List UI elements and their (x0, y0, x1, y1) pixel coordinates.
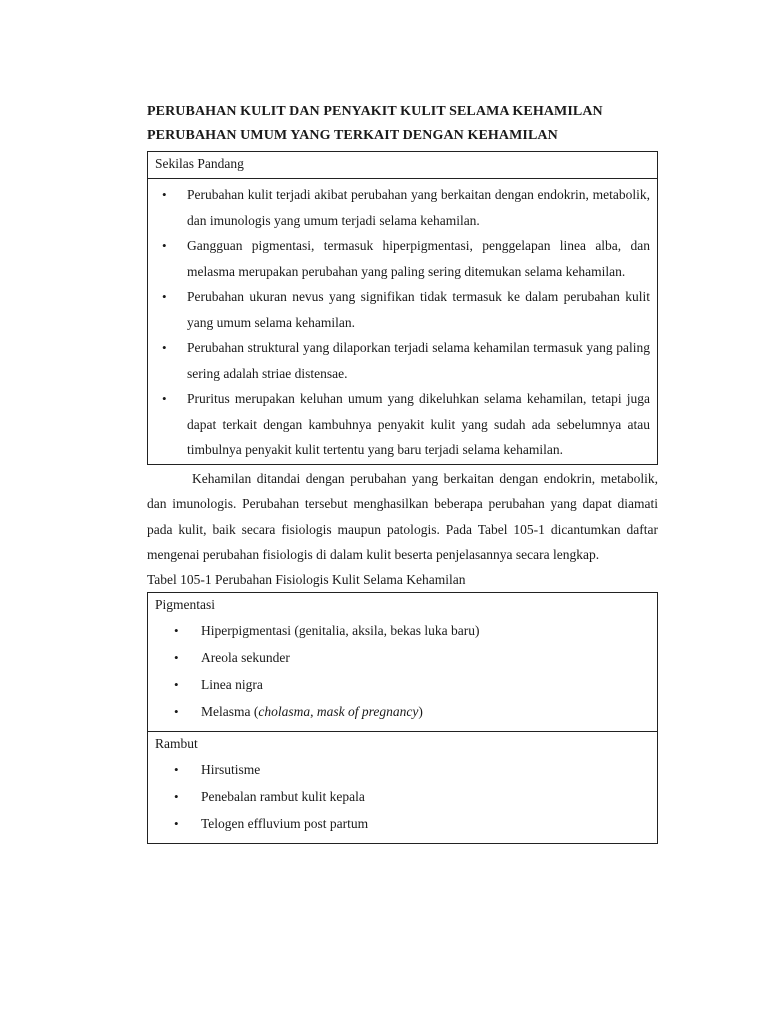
bullet-icon: • (162, 238, 167, 253)
bullet-icon: • (174, 676, 179, 692)
list-item: • Perubahan ukuran nevus yang signifikan tidak termasuk ke dalam perubahan kulit yang umum selama kehamilan. (162, 284, 650, 335)
list-item: • Pruritus merupakan keluhan umum yang dikeluhkan selama kehamilan, tetapi juga dapat terkait dengan kambuhnya penyakit kulit yang sudah ada sebelumnya atau timbulnya penyakit kulit tertentu yang baru terjadi selama kehamilan. (162, 386, 650, 463)
list-item: • Hirsutisme (174, 756, 657, 783)
table-section-rambut (148, 732, 657, 843)
table-caption: Tabel 105-1 Perubahan Fisiologis Kulit Selama Kehamilan (147, 571, 466, 587)
bullet-icon: • (174, 622, 179, 638)
bullet-icon: • (174, 815, 179, 831)
list-item: • Linea nigra (174, 671, 657, 698)
document-page (147, 100, 658, 844)
document-title: PERUBAHAN KULIT DAN PENYAKIT KULIT SELAMA KEHAMILAN (147, 104, 603, 119)
list-item: • Gangguan pigmentasi, termasuk hiperpigmentasi, penggelapan linea alba, dan melasma merupakan perubahan yang paling sering ditemukan selama kehamilan. (162, 233, 650, 284)
table-105-1 (147, 592, 658, 844)
bullet-icon: • (162, 289, 167, 304)
list-item: • Perubahan kulit terjadi akibat perubahan yang berkaitan dengan endokrin, metabolik, dan imunologis yang umum terjadi selama kehamilan. (162, 182, 650, 233)
list-item: • Areola sekunder (174, 644, 657, 671)
overview-box (147, 151, 658, 465)
overview-heading: Sekilas Pandang (148, 152, 657, 179)
bullet-icon: • (174, 649, 179, 665)
bullet-icon: • (162, 340, 167, 355)
bullet-icon: • (162, 391, 167, 406)
list-item: • Perubahan struktural yang dilaporkan terjadi selama kehamilan termasuk yang paling sering adalah striae distensae. (162, 335, 650, 386)
bullet-icon: • (174, 788, 179, 804)
section-heading-pigmentasi: Pigmentasi (155, 596, 215, 612)
list-item: • Hiperpigmentasi (genitalia, aksila, bekas luka baru) (174, 617, 657, 644)
body-paragraph: Kehamilan ditandai dengan perubahan yang berkaitan dengan endokrin, metabolik, dan imunologis. Perubahan tersebut menghasilkan beberapa perubahan yang dapat diamati pada kulit, baik secara fisiologis maupun patologis. Pada Tabel 105-1 dicantumkan daftar mengenai perubahan fisiologis di dalam kulit beserta penjelasannya secara lengkap. (147, 470, 658, 562)
bullet-icon: • (162, 187, 167, 202)
section-title: PERUBAHAN UMUM YANG TERKAIT DENGAN KEHAMILAN (147, 128, 558, 143)
list-item: • Penebalan rambut kulit kepala (174, 783, 657, 810)
bullet-icon: • (174, 761, 179, 777)
section-heading-rambut: Rambut (155, 735, 198, 751)
list-item: • Telogen effluvium post partum (174, 810, 657, 837)
table-section-pigmentasi (148, 593, 657, 732)
list-item-melasma: • Melasma (cholasma, mask of pregnancy) (174, 698, 657, 725)
overview-list (148, 179, 657, 464)
bullet-icon: • (174, 703, 179, 719)
